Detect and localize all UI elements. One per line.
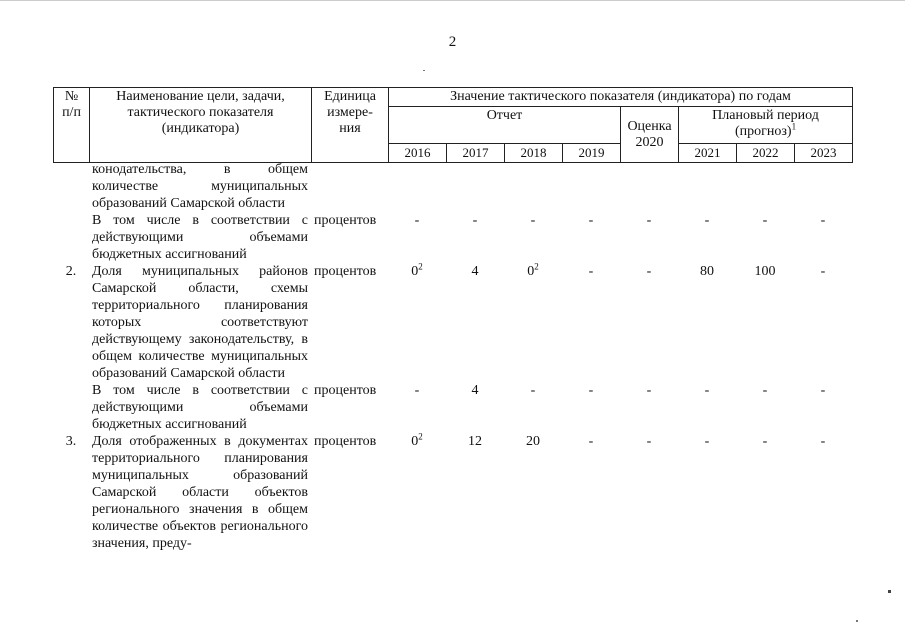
value-cell <box>620 212 678 263</box>
unit-cell <box>311 161 388 212</box>
scan-speck <box>0 0 905 1</box>
indicator-name: Доля отображенных в документах территориального планирования муниципальных образований Самарской области объектов регионального значения в общем количестве объектов регионального значения, преду- <box>92 434 308 551</box>
value-text: - <box>704 434 710 449</box>
row-number <box>53 161 89 212</box>
value-text: 4 <box>471 264 479 279</box>
value-cell <box>620 382 678 433</box>
header-unit: Единица измере- ния <box>312 88 389 163</box>
value-cell <box>562 212 620 263</box>
value-cell <box>446 263 504 382</box>
indicator-name: Доля муниципальных районов Самарской области, схемы территориального планирования которых соответствуют действующему законодательству, в общем количестве муниципальных образований Самарской области <box>92 264 308 381</box>
value-cell <box>562 382 620 433</box>
value-text: 0 <box>527 264 535 279</box>
row-number <box>53 382 89 433</box>
value-text: - <box>646 383 652 398</box>
value-text: - <box>762 434 768 449</box>
table-row <box>53 161 852 212</box>
value-cell <box>794 382 852 433</box>
value-cell <box>736 263 794 382</box>
value-cell <box>504 212 562 263</box>
value-cell <box>678 433 736 552</box>
value-cell <box>504 263 562 382</box>
table-row <box>53 433 852 552</box>
header-plan-text: Плановый период (прогноз) <box>712 108 819 139</box>
value-text: - <box>762 383 768 398</box>
value-text: - <box>530 383 536 398</box>
value-text: - <box>646 264 652 279</box>
value-cell <box>446 433 504 552</box>
indicator-name: В том числе в соответствии с действующими объемами бюджетных ассигнований <box>92 213 308 262</box>
header-report: Отчет <box>389 107 621 144</box>
value-text: 12 <box>468 434 482 449</box>
indicator-name: конодательства, в общем количестве муниципальных образований Самарской области <box>92 162 308 211</box>
indicator-table-header <box>53 87 853 163</box>
value-cell <box>794 161 852 212</box>
value-cell <box>504 161 562 212</box>
value-text: - <box>704 383 710 398</box>
value-cell <box>388 212 446 263</box>
header-values-title: Значение тактического показателя (индикатора) по годам <box>389 88 853 107</box>
value-cell <box>446 212 504 263</box>
value-text: - <box>820 213 826 228</box>
indicator-name: В том числе в соответствии с действующими объемами бюджетных ассигнований <box>92 383 308 432</box>
footnote-mark: 2 <box>418 431 423 442</box>
value-cell <box>388 263 446 382</box>
value-cell <box>678 212 736 263</box>
footnote-mark: 2 <box>534 261 539 272</box>
value-text: - <box>820 383 826 398</box>
scan-speck <box>856 620 858 622</box>
unit-cell: процентов <box>314 434 377 449</box>
value-text: - <box>820 434 826 449</box>
value-cell <box>620 161 678 212</box>
row-number: 2. <box>65 264 77 279</box>
value-text: - <box>530 213 536 228</box>
value-text: 100 <box>754 264 776 279</box>
indicator-table-body <box>53 161 852 552</box>
value-text: - <box>646 434 652 449</box>
scan-speck <box>423 70 425 71</box>
table-row <box>53 212 852 263</box>
value-text: - <box>414 213 420 228</box>
value-cell <box>562 161 620 212</box>
value-text: - <box>472 213 478 228</box>
unit-cell: процентов <box>314 383 377 398</box>
scan-speck <box>888 590 891 593</box>
value-text: - <box>414 383 420 398</box>
value-text: - <box>762 213 768 228</box>
value-cell <box>504 382 562 433</box>
value-text: 20 <box>526 434 540 449</box>
value-cell <box>388 161 446 212</box>
value-text: 0 <box>411 264 419 279</box>
unit-cell: процентов <box>314 264 377 279</box>
year-2017: 2017 <box>447 144 505 163</box>
value-cell <box>678 263 736 382</box>
header-estimate: Оценка 2020 <box>621 107 679 163</box>
header-plan <box>679 107 853 144</box>
unit-cell: процентов <box>314 213 377 228</box>
year-2021: 2021 <box>679 144 737 163</box>
value-cell <box>446 161 504 212</box>
value-text: - <box>646 213 652 228</box>
value-cell <box>736 212 794 263</box>
value-cell <box>620 433 678 552</box>
table-row <box>53 263 852 382</box>
row-number: 3. <box>65 434 77 449</box>
value-text: 4 <box>471 383 479 398</box>
value-cell <box>446 382 504 433</box>
value-cell <box>678 382 736 433</box>
value-cell <box>794 433 852 552</box>
year-2019: 2019 <box>563 144 621 163</box>
value-cell <box>736 161 794 212</box>
value-text: - <box>820 264 826 279</box>
year-2016: 2016 <box>389 144 447 163</box>
value-cell <box>736 382 794 433</box>
value-cell <box>504 433 562 552</box>
year-2022: 2022 <box>737 144 795 163</box>
value-text: 80 <box>700 264 714 279</box>
value-text: 0 <box>411 434 419 449</box>
value-text: - <box>588 264 594 279</box>
page-number: 2 <box>448 34 457 50</box>
header-num: № п/п <box>54 88 90 163</box>
header-name: Наименование цели, задачи, тактического показателя (индикатора) <box>90 88 312 163</box>
value-cell <box>736 433 794 552</box>
value-cell <box>562 263 620 382</box>
value-cell <box>388 382 446 433</box>
value-cell <box>562 433 620 552</box>
row-number <box>53 212 89 263</box>
value-text: - <box>588 213 594 228</box>
table-row <box>53 382 852 433</box>
value-text: - <box>704 213 710 228</box>
value-cell <box>794 263 852 382</box>
value-cell <box>620 263 678 382</box>
value-cell <box>678 161 736 212</box>
year-2023: 2023 <box>795 144 853 163</box>
value-cell <box>794 212 852 263</box>
value-cell <box>388 433 446 552</box>
value-text: - <box>588 434 594 449</box>
footnote-mark: 2 <box>418 261 423 272</box>
header-plan-footnote: 1 <box>791 121 797 132</box>
value-text: - <box>588 383 594 398</box>
year-2018: 2018 <box>505 144 563 163</box>
